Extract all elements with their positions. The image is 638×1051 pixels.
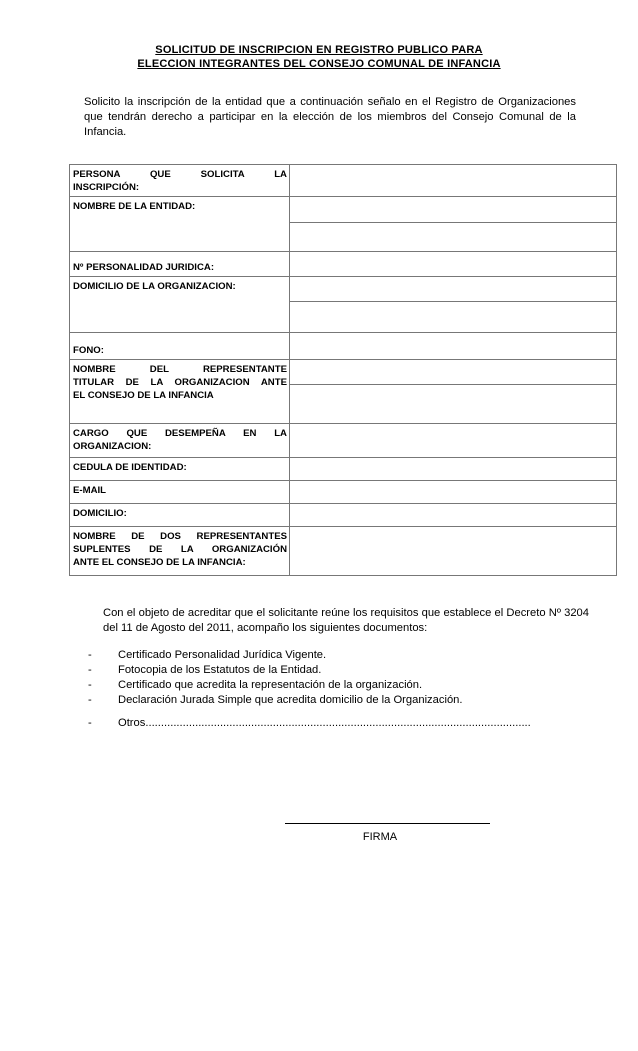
field-personalidad-juridica[interactable] (290, 252, 617, 277)
list-item: - Certificado que acredita la representación de la organización. (88, 679, 423, 691)
list-item: - Declaración Jurada Simple que acredita domicilio de la Organización. (88, 694, 463, 706)
field-representante-titular[interactable] (290, 360, 617, 424)
otros-text[interactable]: Otros............................................................................................................................ (118, 717, 531, 729)
label-cedula: CEDULA DE IDENTIDAD: (70, 458, 290, 481)
label-persona-solicita: PERSONA QUE SOLICITA LA INSCRIPCIÓN: (70, 165, 290, 197)
field-domicilio-organizacion[interactable] (290, 277, 617, 333)
form-row-persona (70, 165, 617, 197)
field-nombre-entidad[interactable] (290, 197, 617, 252)
form-row-cargo (70, 424, 617, 458)
list-item: - Fotocopia de los Estatutos de la Entidad. (88, 664, 322, 676)
field-suplentes[interactable] (290, 527, 617, 576)
form-title-line-2: ELECCION INTEGRANTES DEL CONSEJO COMUNAL DE INFANCIA (137, 58, 501, 70)
signature-label: FIRMA (362, 831, 398, 843)
form-row-personalidad (70, 252, 617, 277)
form-row-domicilio-org (70, 277, 617, 333)
field-persona-solicita[interactable] (290, 165, 617, 197)
registration-form-table (69, 164, 617, 576)
list-item: - Certificado Personalidad Jurídica Vigente. (88, 649, 327, 661)
label-fono: FONO: (70, 333, 290, 360)
form-row-cedula (70, 458, 617, 481)
field-cedula[interactable] (290, 458, 617, 481)
form-row-nombre-entidad (70, 197, 617, 252)
list-item: - Otros............................................................................................................................ (88, 717, 531, 729)
form-row-email (70, 481, 617, 504)
form-row-representante (70, 360, 617, 424)
field-email[interactable] (290, 481, 617, 504)
documents-section (103, 606, 589, 636)
label-cargo: CARGO QUE DESEMPEÑA EN LA ORGANIZACION: (70, 424, 290, 458)
otros-item (88, 716, 531, 731)
form-row-fono (70, 333, 617, 360)
form-row-domicilio (70, 504, 617, 527)
label-personalidad-juridica: Nº PERSONALIDAD JURIDICA: (70, 252, 290, 277)
form-row-suplentes (70, 527, 617, 576)
field-cargo[interactable] (290, 424, 617, 458)
label-suplentes: NOMBRE DE DOS REPRESENTANTES SUPLENTES DE LA ORGANIZACIÓN ANTE EL CONSEJO DE LA INFANCIA: (70, 527, 290, 576)
form-title-line-1: SOLICITUD DE INSCRIPCION EN REGISTRO PUBLICO PARA (155, 44, 483, 56)
documents-list (88, 648, 463, 708)
label-representante-titular: NOMBRE DEL REPRESENTANTE TITULAR DE LA ORGANIZACION ANTE EL CONSEJO DE LA INFANCIA (70, 360, 290, 424)
label-email: E-MAIL (70, 481, 290, 504)
documents-paragraph: Con el objeto de acreditar que el solicitante reúne los requisitos que establece el Decreto Nº 3204 del 11 de Agosto del 2011, acompaño los siguientes documentos: (103, 607, 589, 634)
intro-paragraph: Solicito la inscripción de la entidad que a continuación señalo en el Registro de Organizaciones que tendrán derecho a participar en la elección de los miembros del Consejo Comunal de la Infancia. (84, 96, 576, 138)
signature-line[interactable] (285, 823, 490, 824)
field-fono[interactable] (290, 333, 617, 360)
field-domicilio[interactable] (290, 504, 617, 527)
label-domicilio: DOMICILIO: (70, 504, 290, 527)
label-nombre-entidad: NOMBRE DE LA ENTIDAD: (70, 197, 290, 252)
label-domicilio-organizacion: DOMICILIO DE LA ORGANIZACION: (70, 277, 290, 333)
